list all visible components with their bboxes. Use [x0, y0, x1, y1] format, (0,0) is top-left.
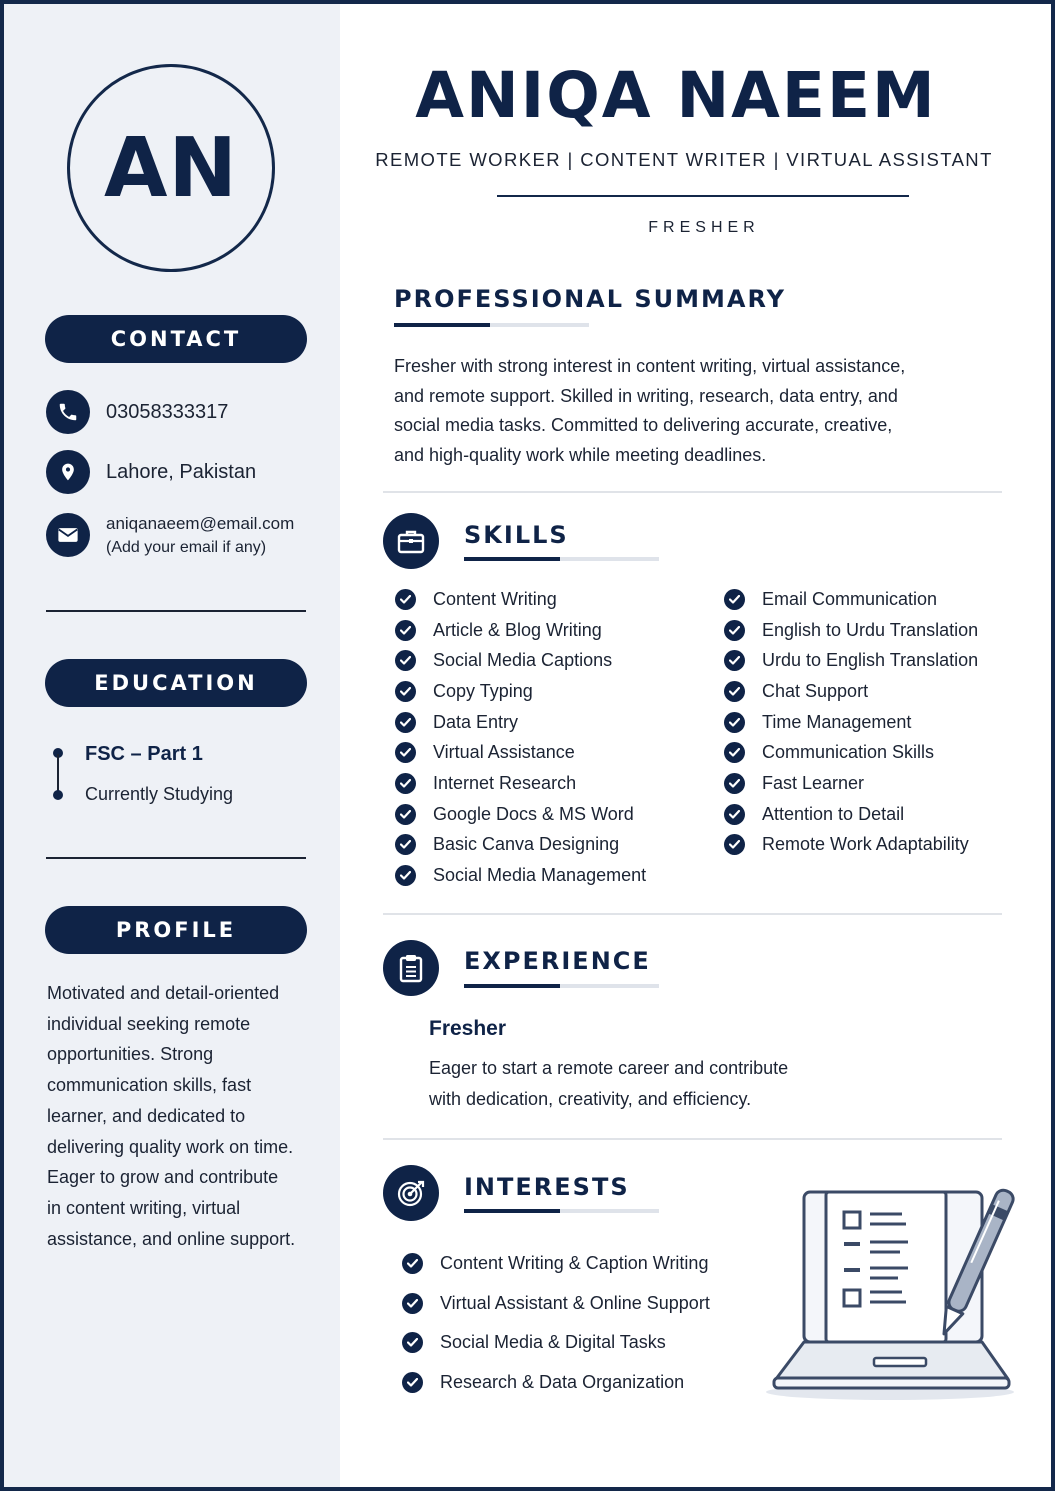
checkmark-icon: [724, 681, 745, 702]
checkmark-icon: [395, 650, 416, 671]
section-divider: [383, 491, 1002, 493]
sidebar: [4, 4, 340, 1491]
summary-text: [394, 352, 984, 470]
experience-text: [429, 1053, 849, 1115]
skill-item-label: Urdu to English Translation: [762, 650, 979, 671]
skill-item-label: Email Communication: [762, 588, 938, 609]
skill-item-label: Basic Canva Designing: [433, 834, 620, 855]
interests-underline: [464, 1209, 659, 1213]
skill-item-label: English to Urdu Translation: [762, 619, 979, 640]
skills-list-left: [395, 584, 646, 891]
header-rule: [497, 195, 909, 197]
checkmark-icon: [402, 1253, 423, 1274]
skill-item-label: Data Entry: [433, 711, 519, 732]
skill-item: [724, 737, 978, 768]
envelope-icon: [46, 513, 90, 557]
skill-item-label: Fast Learner: [762, 772, 865, 793]
skill-item: [724, 799, 978, 830]
experience-underline: [464, 984, 659, 988]
checkmark-icon: [395, 834, 416, 855]
summary-line: Fresher with strong interest in content writing, virtual assistance,: [394, 356, 906, 376]
summary-heading: PROFESSIONAL SUMMARY: [394, 285, 787, 313]
skill-item: [724, 676, 978, 707]
contact-email-row: [46, 512, 294, 557]
checkmark-icon: [395, 712, 416, 733]
profile-heading: PROFILE: [45, 906, 307, 954]
skill-item: [724, 707, 978, 738]
profile-line: learner, and dedicated to: [47, 1105, 246, 1126]
checkmark-icon: [724, 834, 745, 855]
skills-heading: SKILLS: [464, 521, 569, 549]
skill-item: [395, 615, 646, 646]
education-status: Currently Studying: [85, 784, 234, 804]
skills-list-right: [724, 584, 978, 860]
section-divider: [383, 913, 1002, 915]
skill-item: [724, 768, 978, 799]
timeline-line: [57, 754, 59, 794]
checkmark-icon: [724, 650, 745, 671]
profile-line: Eager to grow and contribute: [47, 1167, 279, 1188]
location-text: Lahore, Pakistan: [106, 460, 257, 483]
skill-item: [395, 830, 646, 861]
skill-item-label: Remote Work Adaptability: [762, 834, 969, 855]
location-pin-icon: [46, 450, 90, 494]
interest-item: [402, 1244, 710, 1284]
candidate-status: FRESHER: [648, 219, 760, 236]
checkmark-icon: [395, 620, 416, 641]
checkmark-icon: [395, 773, 416, 794]
skill-item: [724, 830, 978, 861]
skill-item-label: Social Media Management: [433, 865, 647, 886]
skill-item-label: Internet Research: [433, 772, 577, 793]
education-title: FSC – Part 1: [85, 743, 203, 765]
summary-line: social media tasks. Committed to delivering accurate, creative,: [394, 415, 893, 435]
interests-list: [402, 1244, 710, 1402]
skill-item: [395, 584, 646, 615]
skill-item-label: Time Management: [762, 711, 912, 732]
experience-line: Eager to start a remote career and contribute: [429, 1058, 789, 1078]
monogram-avatar: AN: [67, 64, 275, 272]
profile-line: Motivated and detail-oriented: [47, 983, 280, 1003]
profile-line: communication skills, fast: [47, 1075, 252, 1096]
checkmark-icon: [395, 865, 416, 886]
section-divider: [383, 1138, 1002, 1140]
interest-item-label: Social Media & Digital Tasks: [440, 1332, 666, 1353]
laptop-document-illustration: [764, 1174, 1019, 1404]
skills-underline: [464, 557, 659, 561]
skill-item: [395, 768, 646, 799]
checkmark-icon: [402, 1372, 423, 1393]
checkmark-icon: [724, 712, 745, 733]
checkmark-icon: [402, 1332, 423, 1353]
skill-item: [395, 645, 646, 676]
skill-item: [395, 860, 646, 891]
checkmark-icon: [724, 620, 745, 641]
timeline-dot: [53, 790, 63, 800]
checkmark-icon: [395, 804, 416, 825]
skill-item-label: Attention to Detail: [762, 803, 905, 824]
skill-item: [724, 645, 978, 676]
checkmark-icon: [724, 589, 745, 610]
interest-item: [402, 1284, 710, 1324]
skill-item: [724, 584, 978, 615]
sidebar-divider: [46, 857, 306, 859]
skill-item-label: Communication Skills: [762, 742, 935, 763]
profile-line: delivering quality work on time.: [47, 1136, 294, 1157]
clipboard-icon: [383, 940, 439, 996]
skill-item: [395, 707, 646, 738]
skill-item: [395, 676, 646, 707]
contact-location-row: [46, 450, 256, 494]
skill-item: [395, 737, 646, 768]
interests-heading: INTERESTS: [464, 1173, 630, 1201]
briefcase-icon: [383, 513, 439, 569]
phone-icon: [46, 390, 90, 434]
interest-item-label: Research & Data Organization: [440, 1371, 685, 1392]
skill-item-label: Content Writing: [433, 588, 557, 609]
checkmark-icon: [395, 742, 416, 763]
checkmark-icon: [395, 589, 416, 610]
summary-underline: [394, 323, 589, 327]
education-heading: EDUCATION: [45, 659, 307, 707]
contact-phone-row: [46, 390, 228, 434]
profile-line: opportunities. Strong: [47, 1044, 214, 1065]
sidebar-divider: [46, 610, 306, 612]
checkmark-icon: [724, 742, 745, 763]
contact-heading: CONTACT: [45, 315, 307, 363]
candidate-name: ANIQA NAEEM: [415, 59, 937, 132]
checkmark-icon: [402, 1293, 423, 1314]
experience-heading: EXPERIENCE: [464, 947, 651, 975]
interest-item-label: Content Writing & Caption Writing: [440, 1253, 709, 1274]
skill-item-label: Copy Typing: [433, 680, 533, 701]
interest-item: [402, 1323, 710, 1363]
skill-item-label: Chat Support: [762, 680, 869, 701]
skill-item-label: Virtual Assistance: [433, 742, 575, 763]
interest-item-label: Virtual Assistant & Online Support: [440, 1292, 710, 1313]
candidate-roles: REMOTE WORKER | CONTENT WRITER | VIRTUAL ASSISTANT: [375, 149, 993, 170]
email-address[interactable]: aniqanaeem@email.com: [106, 514, 295, 533]
phone-number: 03058333317: [106, 400, 229, 423]
email-note: (Add your email if any): [106, 539, 267, 556]
checkmark-icon: [724, 773, 745, 794]
email-block: [106, 512, 294, 557]
summary-line: and remote support. Skilled in writing, research, data entry, and: [394, 385, 898, 406]
checkmark-icon: [395, 681, 416, 702]
experience-title: Fresher: [429, 1017, 507, 1040]
profile-line: in content writing, virtual: [47, 1197, 241, 1218]
profile-text: [47, 978, 317, 1254]
skill-item-label: Article & Blog Writing: [433, 619, 602, 640]
skill-item-label: Social Media Captions: [433, 650, 613, 671]
experience-line: with dedication, creativity, and efficiency.: [429, 1089, 752, 1109]
summary-line: and high-quality work while meeting deadlines.: [394, 444, 767, 465]
skill-item: [395, 799, 646, 830]
profile-line: individual seeking remote: [47, 1013, 251, 1034]
skill-item: [724, 615, 978, 646]
checkmark-icon: [724, 804, 745, 825]
target-icon: [383, 1165, 439, 1221]
profile-line: assistance, and online support.: [47, 1228, 296, 1249]
interest-item: [402, 1363, 710, 1403]
skill-item-label: Google Docs & MS Word: [433, 803, 634, 824]
